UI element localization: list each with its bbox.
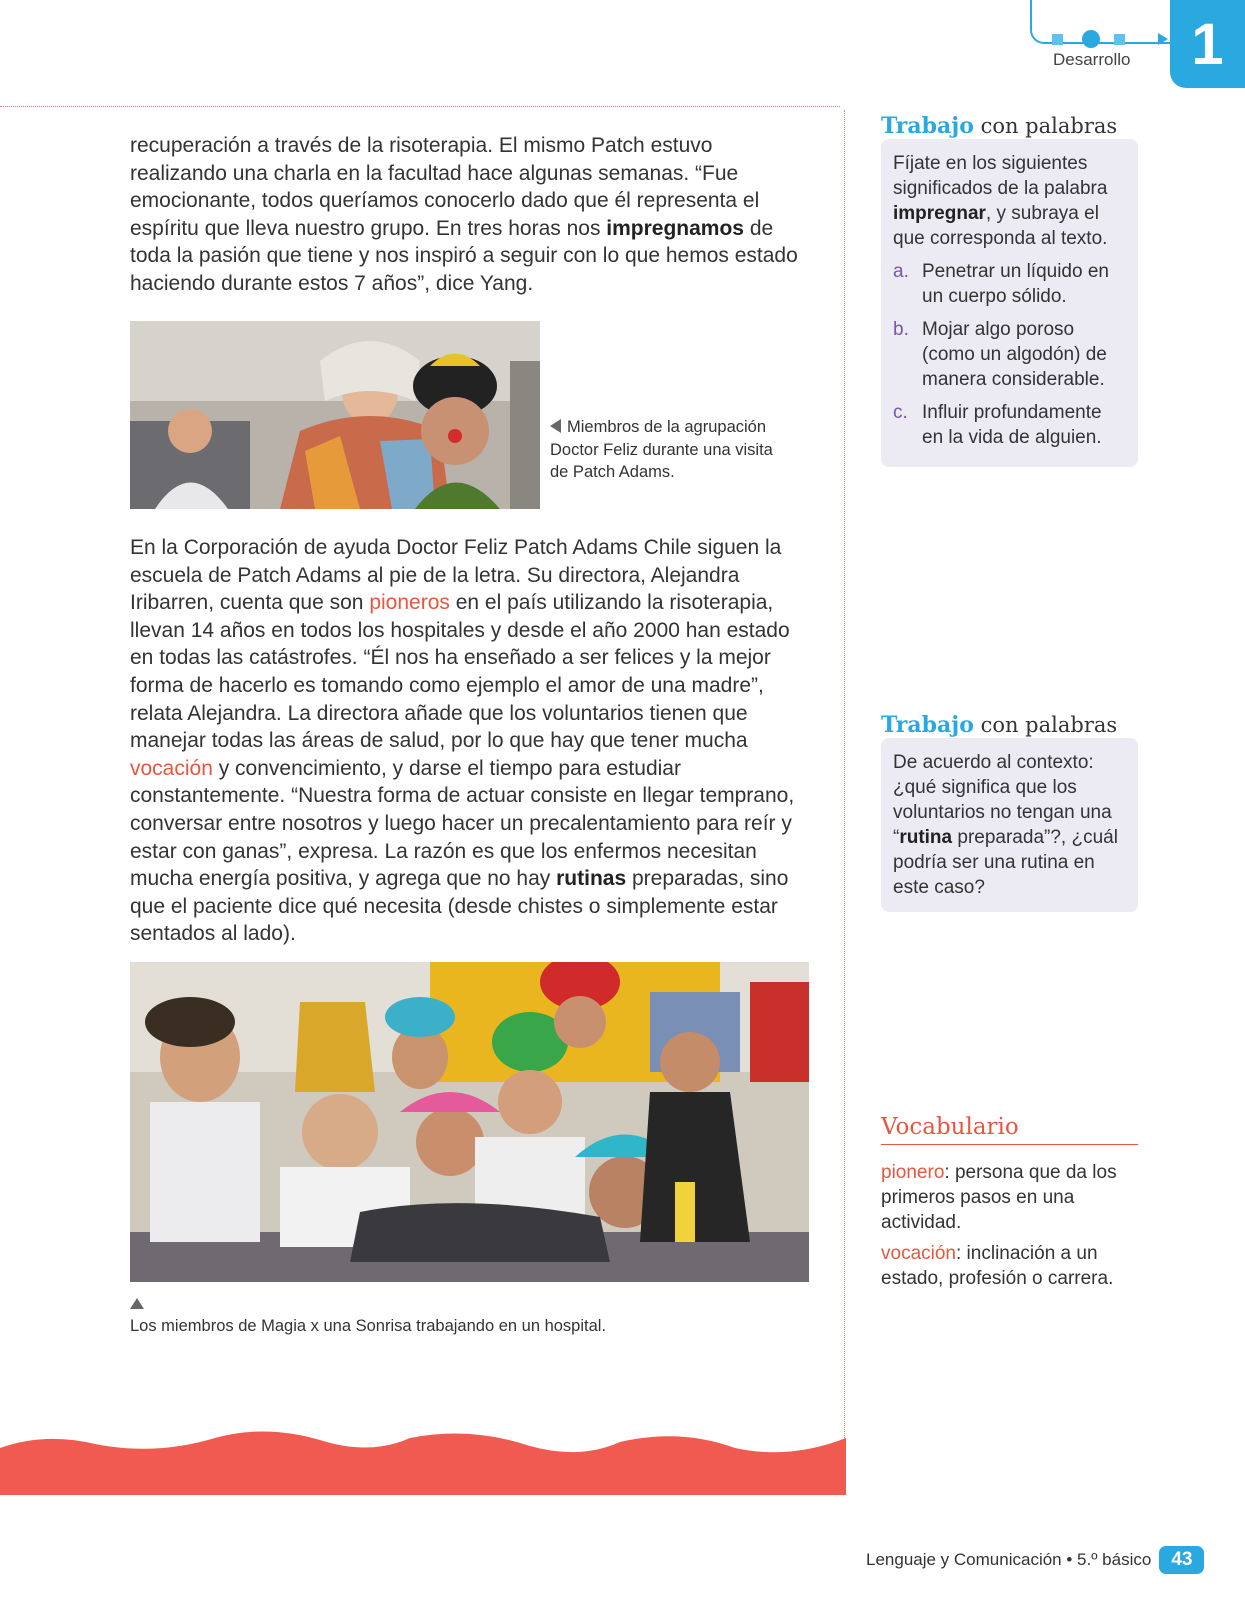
header-dot-icon — [1082, 30, 1100, 48]
paragraph-2-text: En la Corporación de ayuda Doctor Feliz Patch Adams Chile siguen la escuela de Patch Adams al pie de la letra. Su directora, Alejandra Iribarren, cuenta que son — [130, 536, 782, 615]
paragraph-2-text-end: preparadas, sino que el paciente dice qué necesita (desde chistes o simplemente estar sentados al lado). — [130, 867, 789, 946]
header-square-icon — [1114, 34, 1125, 45]
photo-2-caption — [130, 1298, 730, 1338]
vocabulary-term: pionero — [881, 1162, 945, 1183]
caption-arrow-up-icon — [130, 1298, 144, 1309]
photo-1-caption — [550, 416, 790, 484]
photo-patch-adams-image — [130, 321, 540, 509]
header-square-icon — [1052, 34, 1063, 45]
footer-grade: 5.º básico — [1077, 1550, 1152, 1569]
option-c — [893, 400, 1126, 450]
vocabulary-definition: : persona que da los primeros pasos en una actividad. — [881, 1162, 1117, 1233]
side-box-2-title — [881, 712, 1117, 738]
photo-group-image — [130, 962, 809, 1282]
vocabulary-definition: : inclinación a un estado, profesión o carrera. — [881, 1243, 1114, 1289]
footer-separator: • — [1066, 1550, 1073, 1569]
keyword-rutina: rutina — [899, 827, 953, 848]
side-box-1-title — [881, 113, 1117, 139]
photo-patch-adams-visit — [130, 321, 540, 509]
header-arrow-icon — [1158, 33, 1168, 45]
side-box-2-text: De acuerdo al contexto: ¿qué significa que los voluntarios no tengan una “ — [893, 752, 1112, 848]
decorative-cloud-border — [0, 1430, 846, 1495]
side-box-1-title-accent: Trabajo — [881, 113, 974, 139]
main-frame-top-border — [0, 106, 840, 107]
vocabulary-entry — [881, 1160, 1138, 1235]
caption-arrow-left-icon — [550, 419, 561, 433]
option-b — [893, 317, 1126, 392]
option-c-text: Influir profundamente en la vida de alguien. — [922, 402, 1102, 448]
option-a — [893, 259, 1126, 309]
side-box-2-title-rest: con palabras — [980, 713, 1118, 737]
paragraph-2 — [130, 534, 810, 948]
paragraph-1 — [130, 132, 810, 298]
side-box-1-intro-text-end: , y subraya el que corresponda al texto. — [893, 203, 1108, 249]
paragraph-2-text-middle: en el país utilizando la risoterapia, llevan 14 años en todos los hospitales y desde el año 2000 han estado en todas las catástrofes. “Él nos ha enseñado a ser felices y la mejor forma de hacerlo es tomando como ejemplo el amor de una madre”, relata Alejandra. La directora añade que los voluntarios tienen que manejar todas las áreas de salud, por lo que hay que tener mucha — [130, 591, 790, 753]
main-frame-right-border — [844, 110, 845, 1490]
photo-2-caption-text: Los miembros de Magia x una Sonrisa trabajando en un hospital. — [130, 1317, 607, 1335]
vocabulary-entry — [881, 1241, 1138, 1291]
keyword-impregnar: impregnar — [893, 203, 986, 224]
vocab-word-pioneros: pioneros — [369, 591, 450, 615]
paragraph-2-text-middle-2: y convencimiento, y darse el tiempo para estudiar constantemente. “Nuestra forma de actuar consiste en llegar temprano, conversar entre nosotros y luego hacer un precalentamiento para reír y estar con ganas”, expresa. La razón es que los enfermos necesitan mucha energía positiva, y agrega que no hay — [130, 756, 795, 891]
option-a-text: Penetrar un líquido en un cuerpo sólido. — [922, 261, 1109, 307]
side-box-1-intro — [893, 151, 1126, 251]
side-box-2 — [881, 738, 1138, 912]
vocabulary-title: Vocabulario — [881, 1114, 1138, 1145]
highlight-word-rutinas: rutinas — [556, 867, 627, 891]
option-b-letter: b. — [893, 319, 909, 340]
vocabulary-list — [881, 1160, 1138, 1297]
option-b-text: Mojar algo poroso (como un algodón) de manera considerable. — [922, 319, 1107, 390]
side-box-1 — [881, 139, 1138, 467]
photo-1-caption-text: Miembros de la agrupación Doctor Feliz durante una visita de Patch Adams. — [550, 418, 773, 481]
page-number-badge: 43 — [1159, 1546, 1204, 1574]
vocabulary-term: vocación — [881, 1243, 956, 1264]
option-a-letter: a. — [893, 261, 909, 282]
side-box-1-intro-text: Fíjate en los siguientes significados de la palabra — [893, 153, 1108, 199]
side-box-1-title-rest: con palabras — [980, 114, 1118, 138]
page-footer — [866, 1546, 1204, 1574]
highlight-word-impregnamos: impregnamos — [606, 216, 744, 240]
side-box-2-title-accent: Trabajo — [881, 712, 974, 738]
side-box-2-text-end: preparada”?, ¿cuál podría ser una rutina en este caso? — [893, 827, 1118, 898]
unit-number-tab: 1 — [1170, 0, 1245, 88]
photo-magia-sonrisa-group — [130, 962, 809, 1282]
vocab-word-vocacion: vocación — [130, 756, 213, 780]
option-c-letter: c. — [893, 402, 908, 423]
section-label: Desarrollo — [1053, 50, 1131, 69]
paragraph-1-text: recuperación a través de la risoterapia. El mismo Patch estuvo realizando una charla en la facultad hace algunas semanas. “Fue emocionante, todos queríamos conocerlo dado que él representa el espíritu que lleva nuestro grupo. En tres horas nos — [130, 134, 760, 240]
footer-subject: Lenguaje y Comunicación — [866, 1550, 1062, 1569]
paragraph-1-text-end: de toda la pasión que tiene y nos inspiró a seguir con lo que hemos estado haciendo durante estos 7 años”, dice Yang. — [130, 216, 798, 295]
